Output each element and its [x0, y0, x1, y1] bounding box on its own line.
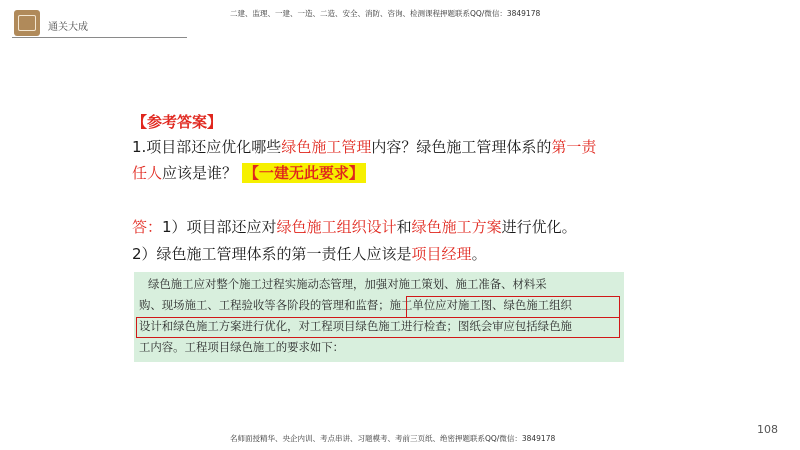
- exam-note-badge: 【一建无此要求】: [243, 164, 364, 182]
- brand-logo: [14, 10, 40, 36]
- question-line-2: [132, 162, 366, 183]
- question-highlight: 第一责: [551, 138, 597, 156]
- footer-banner: 名师面授精华、央企内训、考点串讲、习题模考、考前三页纸、绝密押题联系QQ/微信：3849178: [230, 434, 556, 443]
- answer-text: 2）绿色施工管理体系的第一责任人应该是: [132, 245, 412, 263]
- section-title: 【参考答案】: [132, 113, 223, 131]
- excerpt-line: 设计和绿色施工方案进行优化，对工程项目绿色施工进行检查；图纸会审应包括绿色施: [139, 319, 572, 333]
- highlight-box-top: [406, 296, 620, 318]
- excerpt-line: 绿色施工应对整个施工过程实施动态管理，加强对施工策划、施工准备、材料采: [148, 277, 547, 291]
- question-line-1: [132, 136, 596, 157]
- answer-prefix: 答：: [132, 218, 163, 236]
- brand-name: 通关大成: [48, 22, 88, 33]
- excerpt-line: 工内容。工程项目绿色施工的要求如下：: [139, 340, 345, 354]
- answer-highlight: 绿色施工组织设计: [276, 218, 397, 236]
- answer-line-1: [132, 216, 577, 237]
- top-banner: 二建、监理、一建、一造、二造、安全、消防、咨询、检测课程押题联系QQ/微信：3849178: [230, 9, 541, 18]
- page-number: 108: [757, 423, 778, 436]
- question-highlight: 绿色施工管理: [281, 138, 372, 156]
- question-text: 应该是谁？: [162, 164, 238, 182]
- answer-highlight: 项目经理: [411, 245, 472, 263]
- excerpt-line: 购、现场施工、工程验收等各阶段的管理和监督；施工单位应对施工图、绿色施工组织: [139, 298, 572, 312]
- header-divider: [12, 37, 187, 38]
- question-text: 内容？绿色施工管理体系的: [371, 138, 552, 156]
- textbook-excerpt: [134, 272, 624, 362]
- highlight-box-bottom: [136, 317, 620, 338]
- answer-text: 和: [396, 218, 412, 236]
- question-text: 1.项目部还应优化哪些: [132, 138, 282, 156]
- answer-highlight: 绿色施工方案: [411, 218, 502, 236]
- question-highlight: 任人: [132, 164, 163, 182]
- answer-text: 1）项目部还应对: [162, 218, 277, 236]
- answer-text: 。: [471, 245, 487, 263]
- answer-line-2: [132, 243, 487, 264]
- answer-text: 进行优化。: [501, 218, 577, 236]
